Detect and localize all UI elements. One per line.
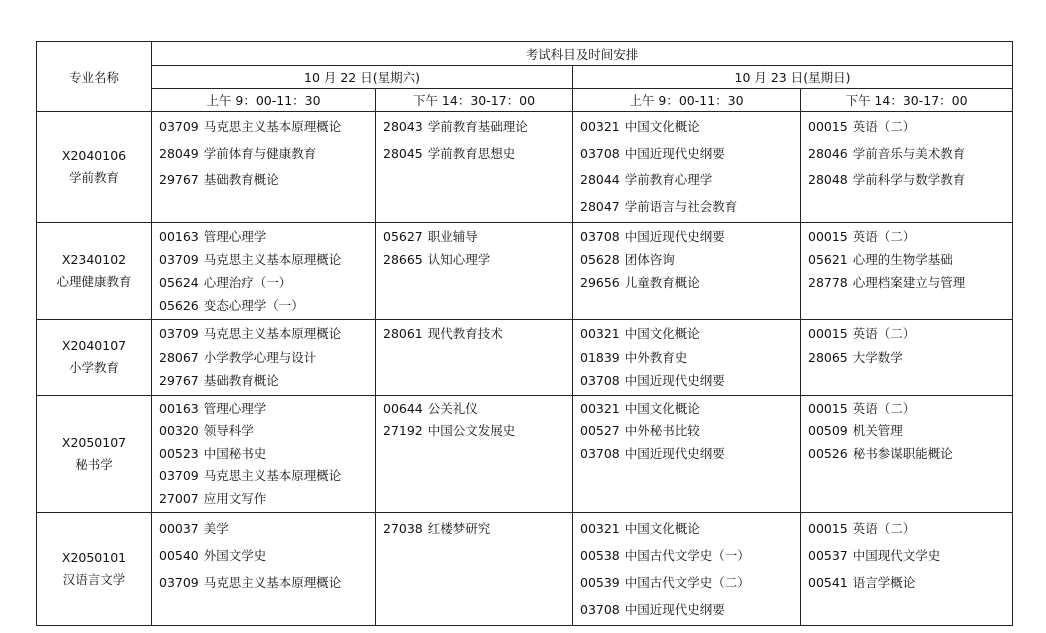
- course-name: 中国文化概论: [624, 119, 700, 134]
- course-code: 28778: [808, 275, 848, 290]
- course-name: 中国近现代史纲要: [624, 229, 725, 244]
- course-code: 27192: [383, 423, 423, 438]
- course-item: [808, 141, 1012, 168]
- course-item: [580, 194, 800, 221]
- course-code: 00526: [808, 445, 848, 461]
- course-code: 00540: [159, 548, 199, 563]
- course-code: 05621: [808, 252, 848, 267]
- course-name: 中国近现代史纲要: [624, 145, 725, 161]
- course-name: 红楼梦研究: [427, 521, 491, 536]
- slot-cell: [573, 112, 801, 223]
- course-item: [159, 542, 375, 569]
- course-code: 00538: [580, 548, 620, 563]
- slot-header-day1-am: 上午 9：00-11：30: [152, 89, 376, 112]
- major-cell: [37, 395, 152, 513]
- slot-cell: [152, 513, 376, 626]
- course-item: [580, 271, 800, 294]
- course-code: 03708: [580, 602, 620, 617]
- course-name: 学前体育与健康教育: [203, 145, 317, 161]
- course-item: [383, 515, 572, 542]
- slot-cell: [573, 395, 801, 513]
- course-name: 心理的生物学基础: [852, 252, 953, 267]
- course-name: 英语（二）: [852, 119, 916, 134]
- slot-cell: [152, 112, 376, 223]
- course-item: [159, 369, 375, 393]
- course-code: 29767: [159, 373, 199, 388]
- course-item: [580, 369, 800, 393]
- slot-cell: [376, 395, 573, 513]
- slot-cell: [376, 112, 573, 223]
- course-item: [808, 322, 1012, 346]
- course-name: 中国现代文学史: [852, 548, 941, 563]
- course-code: 00321: [580, 400, 620, 416]
- course-code: 28065: [808, 349, 848, 365]
- course-code: 28044: [580, 172, 620, 187]
- course-name: 应用文写作: [203, 490, 267, 506]
- major-cell: [37, 223, 152, 320]
- major-code: X2040107: [61, 338, 127, 354]
- slot-cell: [152, 395, 376, 513]
- course-name: 马克思主义基本原理概论: [203, 575, 342, 590]
- course-code: 05626: [159, 298, 199, 313]
- course-code: 28665: [383, 252, 423, 267]
- course-code: 00537: [808, 548, 848, 563]
- course-item: [808, 167, 1012, 194]
- course-item: [808, 443, 1012, 466]
- course-name: 管理心理学: [203, 229, 267, 244]
- course-item: [808, 248, 1012, 271]
- major-cell: [37, 513, 152, 626]
- course-item: [580, 322, 800, 346]
- course-name: 基础教育概论: [203, 373, 279, 388]
- slot-cell: [573, 513, 801, 626]
- major-code: X2050101: [61, 550, 127, 565]
- header-row-top: [37, 42, 1013, 66]
- course-name: 学前教育基础理论: [427, 119, 528, 134]
- course-code: 00015: [808, 326, 848, 341]
- course-item: [808, 271, 1012, 294]
- course-item: [383, 248, 572, 271]
- slot-cell: [152, 223, 376, 320]
- course-name: 马克思主义基本原理概论: [203, 326, 342, 341]
- course-item: [383, 398, 572, 421]
- course-item: [159, 271, 375, 294]
- course-code: 28067: [159, 349, 199, 365]
- course-name: 外国文学史: [203, 548, 267, 563]
- course-name: 职业辅导: [427, 229, 478, 244]
- course-item: [580, 346, 800, 370]
- course-item: [580, 114, 800, 141]
- major-name: 秘书学: [75, 456, 113, 472]
- course-name: 美学: [203, 521, 229, 536]
- course-name: 中国文化概论: [624, 521, 700, 536]
- slot-cell: [376, 223, 573, 320]
- course-code: 00015: [808, 521, 848, 536]
- course-item: [580, 596, 800, 623]
- course-code: 00015: [808, 229, 848, 244]
- course-item: [159, 569, 375, 596]
- course-item: [808, 515, 1012, 542]
- day2-header: 10 月 23 日(星期日): [573, 66, 1013, 89]
- course-code: 03709: [159, 119, 199, 134]
- slot-header-day2-pm: 下午 14：30-17：00: [801, 89, 1013, 112]
- course-item: [808, 420, 1012, 443]
- slot-cell: [376, 513, 573, 626]
- course-code: 05628: [580, 252, 620, 267]
- course-code: 03709: [159, 326, 199, 341]
- slot-cell: [801, 320, 1013, 396]
- course-code: 03708: [580, 145, 620, 161]
- course-name: 变态心理学（一）: [203, 298, 304, 313]
- course-item: [159, 322, 375, 346]
- course-item: [383, 420, 572, 443]
- course-name: 马克思主义基本原理概论: [203, 119, 342, 134]
- course-item: [808, 225, 1012, 248]
- course-item: [580, 420, 800, 443]
- course-item: [159, 294, 375, 317]
- course-code: 00163: [159, 400, 199, 416]
- course-name: 学前教育心理学: [624, 172, 713, 187]
- course-item: [159, 248, 375, 271]
- course-code: 03709: [159, 575, 199, 590]
- course-item: [580, 248, 800, 271]
- course-name: 中国近现代史纲要: [624, 373, 725, 388]
- course-code: 28046: [808, 145, 848, 161]
- course-code: 27007: [159, 490, 199, 506]
- slot-header-day1-pm: 下午 14：30-17：00: [376, 89, 573, 112]
- course-code: 00037: [159, 521, 199, 536]
- course-name: 大学数学: [852, 349, 903, 365]
- slot-cell: [573, 320, 801, 396]
- course-name: 学前教育思想史: [427, 145, 516, 161]
- slot-cell: [801, 395, 1013, 513]
- course-name: 中国古代文学史（二）: [624, 575, 750, 590]
- course-code: 00539: [580, 575, 620, 590]
- course-name: 中外秘书比较: [624, 423, 700, 438]
- major-code: X2340102: [61, 252, 127, 267]
- course-code: 29656: [580, 275, 620, 290]
- course-code: 00527: [580, 423, 620, 438]
- schedule-title-header: 考试科目及时间安排: [152, 42, 1013, 66]
- course-code: 29767: [159, 172, 199, 187]
- course-item: [580, 443, 800, 466]
- table-row: [37, 112, 1013, 223]
- course-code: 00321: [580, 119, 620, 134]
- slot-cell: [801, 112, 1013, 223]
- course-item: [383, 322, 572, 346]
- slot-cell: [152, 320, 376, 396]
- course-name: 学前音乐与美术教育: [852, 145, 966, 161]
- major-column-header: 专业名称: [37, 42, 152, 112]
- major-cell: [37, 320, 152, 396]
- course-code: 00644: [383, 400, 423, 416]
- course-name: 公关礼仪: [427, 400, 478, 416]
- course-name: 马克思主义基本原理概论: [203, 252, 342, 267]
- course-name: 中国近现代史纲要: [624, 602, 725, 617]
- course-item: [159, 443, 375, 466]
- course-item: [159, 488, 375, 511]
- major-name: 心理健康教育: [56, 274, 132, 289]
- major-name: 学前教育: [68, 170, 119, 185]
- course-name: 语言学概论: [852, 575, 916, 590]
- course-code: 00163: [159, 229, 199, 244]
- course-item: [580, 225, 800, 248]
- course-code: 28045: [383, 145, 423, 161]
- major-name: 小学教育: [68, 360, 119, 376]
- table-row: [37, 395, 1013, 513]
- major-name: 汉语言文学: [62, 572, 126, 587]
- course-name: 中国秘书史: [203, 445, 267, 461]
- day1-header: 10 月 22 日(星期六): [152, 66, 573, 89]
- course-item: [808, 398, 1012, 421]
- course-name: 中国公文发展史: [427, 423, 516, 438]
- course-name: 认知心理学: [427, 252, 491, 267]
- course-item: [159, 398, 375, 421]
- course-code: 00541: [808, 575, 848, 590]
- slot-cell: [376, 320, 573, 396]
- major-cell: [37, 112, 152, 223]
- course-item: [808, 114, 1012, 141]
- course-code: 01839: [580, 349, 620, 365]
- course-name: 中国古代文学史（一）: [624, 548, 750, 563]
- header-row-days: [37, 66, 1013, 89]
- course-code: 00523: [159, 445, 199, 461]
- course-item: [159, 420, 375, 443]
- course-code: 03708: [580, 229, 620, 244]
- course-item: [580, 515, 800, 542]
- course-name: 小学教学心理与设计: [203, 349, 317, 365]
- course-name: 团体咨询: [624, 252, 675, 267]
- course-code: 03708: [580, 445, 620, 461]
- exam-schedule-table: [36, 41, 1013, 626]
- course-item: [159, 346, 375, 370]
- course-code: 05627: [383, 229, 423, 244]
- course-name: 英语（二）: [852, 521, 916, 536]
- course-item: [383, 114, 572, 141]
- course-code: 28043: [383, 119, 423, 134]
- table-row: [37, 223, 1013, 320]
- course-item: [580, 542, 800, 569]
- course-code: 03709: [159, 252, 199, 267]
- course-code: 05624: [159, 275, 199, 290]
- course-name: 领导科学: [203, 423, 254, 438]
- course-code: 00320: [159, 423, 199, 438]
- course-code: 28048: [808, 172, 848, 187]
- slot-cell: [801, 223, 1013, 320]
- course-name: 马克思主义基本原理概论: [203, 468, 342, 483]
- course-item: [808, 542, 1012, 569]
- course-code: 28049: [159, 145, 199, 161]
- course-item: [159, 141, 375, 168]
- major-code: X2050107: [61, 434, 127, 450]
- course-item: [808, 346, 1012, 370]
- course-name: 中外教育史: [624, 349, 688, 365]
- header-row-slots: [37, 89, 1013, 112]
- course-item: [580, 167, 800, 194]
- course-name: 机关管理: [852, 423, 903, 438]
- course-name: 儿童教育概论: [624, 275, 700, 290]
- course-item: [159, 515, 375, 542]
- course-name: 秘书参谋职能概论: [852, 445, 953, 461]
- course-code: 00321: [580, 521, 620, 536]
- course-item: [580, 569, 800, 596]
- course-item: [159, 167, 375, 194]
- course-name: 心理档案建立与管理: [852, 275, 966, 290]
- course-name: 英语（二）: [852, 326, 916, 341]
- course-name: 中国文化概论: [624, 400, 700, 416]
- course-code: 03709: [159, 468, 199, 483]
- table-row: [37, 513, 1013, 626]
- course-code: 28047: [580, 198, 620, 214]
- major-code: X2040106: [61, 148, 127, 163]
- course-code: 00015: [808, 400, 848, 416]
- course-code: 27038: [383, 521, 423, 536]
- course-item: [808, 569, 1012, 596]
- course-code: 00015: [808, 119, 848, 134]
- course-code: 03708: [580, 373, 620, 388]
- course-item: [580, 398, 800, 421]
- course-name: 学前科学与数学教育: [852, 172, 966, 187]
- table-row: [37, 320, 1013, 396]
- course-name: 中国文化概论: [624, 326, 700, 341]
- course-item: [383, 141, 572, 168]
- course-name: 基础教育概论: [203, 172, 279, 187]
- course-name: 现代教育技术: [427, 326, 503, 341]
- slot-header-day2-am: 上午 9：00-11：30: [573, 89, 801, 112]
- course-item: [159, 465, 375, 488]
- course-code: 00321: [580, 326, 620, 341]
- course-name: 英语（二）: [852, 229, 916, 244]
- slot-cell: [801, 513, 1013, 626]
- course-code: 00509: [808, 423, 848, 438]
- slot-cell: [573, 223, 801, 320]
- course-name: 学前语言与社会教育: [624, 198, 738, 214]
- course-name: 管理心理学: [203, 400, 267, 416]
- course-code: 28061: [383, 326, 423, 341]
- course-item: [383, 225, 572, 248]
- course-name: 英语（二）: [852, 400, 916, 416]
- course-name: 中国近现代史纲要: [624, 445, 725, 461]
- course-item: [159, 225, 375, 248]
- course-name: 心理治疗（一）: [203, 275, 292, 290]
- course-item: [580, 141, 800, 168]
- course-item: [159, 114, 375, 141]
